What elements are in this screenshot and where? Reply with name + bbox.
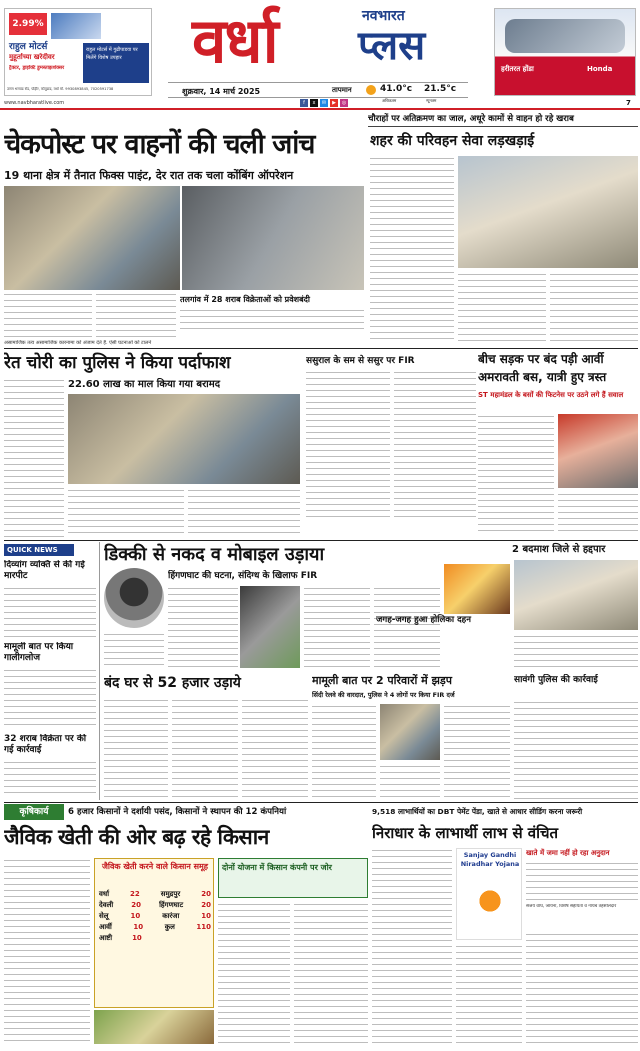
masthead-title-main: वर्धा (192, 4, 277, 77)
agri-table-value: 20 (131, 901, 142, 909)
temp-max: 41.0°c (380, 84, 413, 94)
agri-table-row (99, 911, 211, 922)
agri-table-row (99, 889, 211, 900)
agri-table-value: 22 (130, 890, 140, 898)
agri-table-value: 20 (201, 890, 211, 898)
sand-body-2 (68, 488, 184, 538)
goons-photo (514, 560, 638, 630)
dbt-logo-box (456, 848, 522, 940)
top-right-strip-text: चौराहों पर अतिक्रमण का जाल, अधूरे कामों से वाहन हो रहे खराब (368, 114, 574, 124)
temp-max-label: अधिकतम (382, 98, 397, 103)
holika-headline: जगह-जगह हुआ होलिका दहन (376, 615, 472, 625)
row-divider-1 (4, 348, 638, 349)
dikki-body-3 (304, 586, 370, 668)
agri-body-1 (4, 858, 90, 1044)
quick-news-item-2-title: मामूली बात पर किया गालीगलोज (4, 642, 74, 663)
agri-headline: जैविक खेती की ओर बढ़ रहे किसान (4, 825, 269, 849)
agri-table-place: हिंगणघाट (159, 901, 184, 909)
quick-news-item-3-body (4, 760, 96, 798)
family-headline: मामूली बात पर 2 परिवारों में झड़प (312, 674, 453, 687)
family-subhead: सिंदी रेलवे की वारदात, पुलिस ने 4 लोगों पर किया FIR दर्ज (312, 691, 455, 699)
dbt-body-2 (456, 944, 522, 1044)
checkpost-photo-2 (182, 186, 364, 290)
fir-body-2 (394, 370, 476, 520)
phone-cash-image (240, 586, 300, 668)
bus-body-2 (558, 492, 638, 532)
ad-rate-badge: 2.99% (9, 13, 47, 35)
issue-date: शुक्रवार, 14 मार्च 2025 (182, 87, 261, 96)
website-url[interactable]: www.navbharatlive.com (4, 100, 65, 106)
sand-body-1 (4, 378, 64, 538)
temp-min: 21.5°c (424, 84, 457, 94)
dbt-strip: 9,518 लाभार्थियों का DBT पेमेंट पेंडा, खाते से आधार सीडिंग करना जरूरी (372, 807, 583, 816)
agri-table-value: 20 (201, 901, 211, 909)
dbt-body-3 (526, 932, 638, 1044)
family-body-1 (312, 704, 376, 798)
dikki-body-2 (104, 632, 164, 668)
bus-headline: बीच सड़क पर बंद पड़ी आर्वी अमरावती बस, यात्री हुए त्रस्त (478, 352, 607, 384)
dikki-body-4 (374, 586, 440, 668)
sand-photo (68, 394, 300, 484)
dbt-quote-head: खाते में जमा नहीं हो रहा अनुदान (526, 849, 610, 857)
quick-news-item-1-body (4, 586, 96, 638)
agri-table-place: सेलू (99, 912, 109, 920)
family-photo (380, 704, 440, 760)
holika-photo (444, 564, 510, 614)
dbt-quote-box (526, 848, 638, 928)
temp-min-label: न्यूनतम (426, 98, 437, 103)
top-right-strip (368, 111, 638, 127)
quick-news-item-3-title: 32 शराब विक्रेता पर की गई कार्रवाई (4, 734, 87, 755)
dbt-scheme-name: Sanjay Gandhi Niradhar Yojana (460, 851, 520, 868)
agri-table-value: 10 (132, 934, 142, 942)
farmers-photo (94, 1010, 214, 1044)
sand-headline: रेत चोरी का पुलिस ने किया पर्दाफाश (4, 353, 231, 373)
youtube-icon[interactable]: ▶ (330, 99, 338, 107)
ad-note: राहुल मोटर्स में गुढीपाडवा पर मिलेंगे विशेष उपहार (83, 43, 149, 83)
agri-table-value: 10 (133, 923, 144, 931)
lead-subhead: 19 थाना क्षेत्र में तैनात फिक्स पाइंट, देर रात तक चला कोंबिंग ऑपरेशन (4, 169, 294, 182)
masthead-divider (0, 108, 640, 110)
house-headline: बंद घर से 52 हजार उड़ाये (104, 675, 241, 691)
transport-body-3 (550, 272, 638, 342)
lead-caption: तलगांव में 28 शराब विक्रेताओं को प्रवेशबंदी (180, 295, 311, 304)
lead-body-3 (180, 308, 364, 334)
bus-subhead: ST महामंडल के बसों की फिटनेस पर उठने लगे हैं सवाल (478, 391, 624, 399)
lottery-body (514, 700, 638, 800)
lottery-headline: सावंगी पुलिस की कार्रवाई (514, 675, 598, 685)
agri-table-place: आर्वी (99, 923, 112, 931)
agri-scheme-box (218, 858, 368, 898)
agri-table-total-label: कुल (164, 923, 175, 931)
agri-table-row (99, 922, 211, 933)
lead-body-1 (4, 292, 92, 340)
dikki-headline: डिक्की से नकद व मोबाइल उड़ाया (104, 544, 325, 565)
sand-body-3 (188, 488, 300, 538)
row-divider-2 (4, 540, 638, 541)
right-advertisement[interactable] (494, 8, 636, 96)
goons-headline: 2 बदमाश जिले से हद्दपार (512, 544, 606, 555)
sun-icon (366, 85, 376, 95)
quick-news-item-1-title: दिव्यांग व्यक्ति से की गई मारपीट (4, 560, 85, 581)
transport-body-2 (458, 272, 546, 342)
social-icons (300, 99, 348, 107)
agri-table-row (99, 900, 211, 911)
agri-scheme-title: दोनों योजना में किसान कंपनी पर जोर (222, 863, 332, 872)
agri-body-3 (294, 902, 368, 1044)
ad-dealer-brand: Honda (587, 65, 613, 73)
agri-table-place: देवली (99, 901, 114, 909)
scooter-image (505, 19, 625, 53)
tractor-image (51, 13, 101, 39)
agri-table-title: जैविक खेती करने वाले किसान समूह (101, 862, 209, 871)
house-body-2 (172, 698, 238, 798)
agri-table-value: 10 (130, 912, 141, 920)
checkpost-photo-1 (4, 186, 180, 290)
family-body-2 (380, 764, 440, 798)
dbt-quote-text (526, 861, 638, 901)
ad-tagline: मुहूर्ताच्या खरेदीवर (9, 53, 55, 61)
bus-stand-photo (458, 156, 638, 268)
x-icon[interactable]: x (310, 99, 318, 107)
sand-subhead: 22.60 लाख का माल किया गया बरामद (68, 379, 221, 390)
agri-table-grid (99, 889, 211, 944)
goons-body (514, 634, 638, 672)
masthead (0, 0, 640, 108)
agri-table-box (94, 858, 214, 1008)
agri-table-place: आष्टी (99, 934, 113, 942)
quick-news-label: QUICK NEWS (4, 544, 74, 556)
lead-headline: चेकपोस्ट पर वाहनों की चली जांच (4, 129, 315, 160)
dbt-body-1 (372, 848, 452, 1044)
dikki-body-1 (168, 586, 238, 668)
transport-headline: शहर की परिवहन सेवा लड़खड़ाई (370, 133, 535, 149)
bus-photo (558, 414, 638, 488)
family-body-3 (444, 704, 510, 798)
transport-body-1 (370, 156, 454, 342)
agri-strip: 6 हजार किसानों ने दर्शायी पसंद, किसानों ने स्थापन की 12 कंपनियां (68, 807, 287, 817)
page-number: 7 (626, 99, 631, 107)
ad-brand: राहुल मोटर्स (9, 42, 48, 52)
dikki-thief-illustration (104, 568, 164, 628)
lead-body-2 (96, 292, 176, 340)
agri-body-2 (218, 902, 290, 1044)
bus-body-1 (478, 414, 554, 532)
house-body-3 (242, 698, 308, 798)
masthead-title-top: नवभारत (362, 8, 405, 24)
agri-section-label: कृषिकार्य (4, 804, 64, 820)
quick-news-column (4, 542, 100, 800)
agri-table-place: कारंजा (162, 912, 180, 920)
agri-table-total: 110 (196, 923, 211, 931)
dbt-quote-author: संजय वाघ, जायना, विशेष सहायता व नायब तहसीलदार (526, 904, 617, 909)
left-advertisement[interactable] (4, 8, 152, 96)
mail-icon[interactable]: ✉ (321, 100, 327, 106)
lead-bottom-line: असामाजिक तत्व असामाजिक कारनामा को अंजाम देते हैं. ऐसी घटनाओं को टालने (4, 340, 152, 346)
agri-table-place: समुद्रपुर (160, 890, 181, 898)
ad-dealer-label: हरीतरत होंडा (501, 65, 534, 73)
facebook-icon[interactable]: f (300, 99, 308, 107)
row-divider-3 (4, 802, 638, 803)
date-bar (168, 82, 468, 98)
niradhar-logo-icon (471, 883, 509, 919)
house-body-1 (104, 698, 168, 798)
weather-label: तापमान (332, 86, 352, 94)
quick-news-item-2-body (4, 668, 96, 730)
dikki-subhead: हिंगणघाट की घटना, संदिग्ध के खिलाफ FIR (168, 571, 318, 581)
agri-table-value: 10 (201, 912, 211, 920)
ad-offer: ट्रैक्टर, ड्राइक्टि डुमस्ताझशेक्सर (9, 65, 65, 71)
instagram-icon[interactable]: ◎ (341, 100, 347, 106)
fir-headline: ससुराल के सम से ससुर पर FIR (306, 356, 415, 366)
dbt-headline: निराधार के लाभार्थी लाभ से वंचित (372, 824, 559, 842)
masthead-title-bottom: प्लस (358, 23, 426, 69)
agri-table-place: वर्धा (99, 890, 110, 898)
fir-body-1 (306, 370, 390, 520)
ad-address: उत्तम भरवाड रोड, पोहीर, कोवुडाड, वर्धा मो. 9930893845, 7020591738 (7, 87, 114, 91)
agri-table-row (99, 933, 211, 944)
